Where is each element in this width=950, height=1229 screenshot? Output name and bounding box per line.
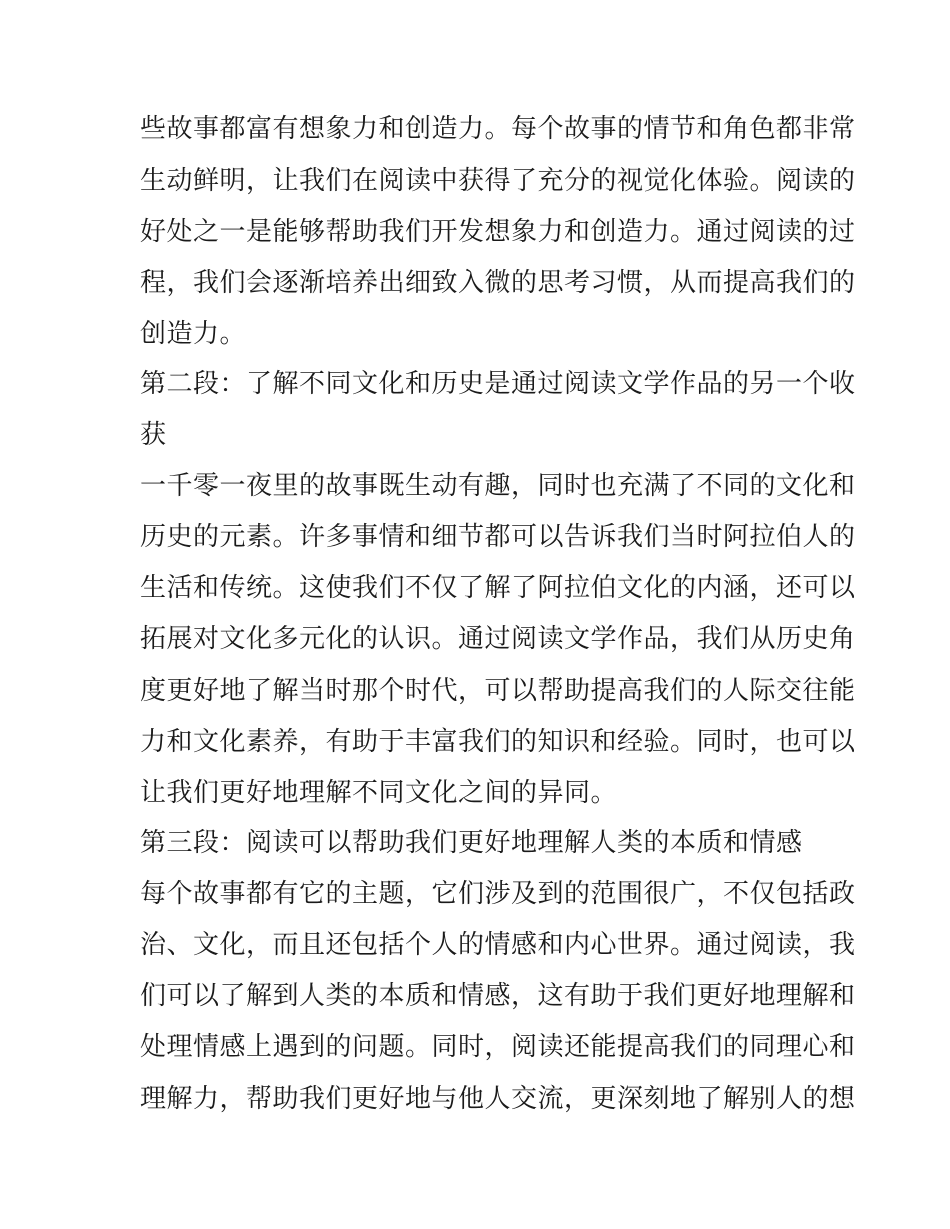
text-line: 每个故事都有它的主题，它们涉及到的范围很广，不仅包括政 xyxy=(140,879,856,909)
text-line: 历史的元素。许多事情和细节都可以告诉我们当时阿拉伯人的 xyxy=(140,522,856,552)
text-line: 生动鲜明，让我们在阅读中获得了充分的视觉化体验。阅读的 xyxy=(140,166,856,196)
section-heading: 第三段：阅读可以帮助我们更好地理解人类的本质和情感 xyxy=(140,828,803,858)
section-heading: 第二段：了解不同文化和历史是通过阅读文学作品的另一个收 xyxy=(140,369,856,399)
text-line: 拓展对文化多元化的认识。通过阅读文学作品，我们从历史角 xyxy=(140,624,856,654)
text-line: 理解力，帮助我们更好地与他人交流，更深刻地了解别人的想 xyxy=(140,1084,856,1114)
text-line: 度更好地了解当时那个时代，可以帮助提高我们的人际交往能 xyxy=(140,676,856,706)
text-line: 生活和传统。这使我们不仅了解了阿拉伯文化的内涵，还可以 xyxy=(140,573,856,603)
text-line: 治、文化，而且还包括个人的情感和内心世界。通过阅读，我 xyxy=(140,930,856,960)
text-line: 好处之一是能够帮助我们开发想象力和创造力。通过阅读的过 xyxy=(140,217,856,247)
text-line: 们可以了解到人类的本质和情感，这有助于我们更好地理解和 xyxy=(140,981,856,1011)
text-line: 让我们更好地理解不同文化之间的异同。 xyxy=(140,778,618,808)
text-line: 力和文化素养，有助于丰富我们的知识和经验。同时，也可以 xyxy=(140,727,856,757)
text-line: 程，我们会逐渐培养出细致入微的思考习惯，从而提高我们的 xyxy=(140,268,856,298)
section-heading: 获 xyxy=(140,420,167,450)
text-line: 一千零一夜里的故事既生动有趣，同时也充满了不同的文化和 xyxy=(140,471,856,501)
text-line: 处理情感上遇到的问题。同时，阅读还能提高我们的同理心和 xyxy=(140,1032,856,1062)
text-line: 创造力。 xyxy=(140,319,247,349)
text-line: 些故事都富有想象力和创造力。每个故事的情节和角色都非常 xyxy=(140,114,856,144)
